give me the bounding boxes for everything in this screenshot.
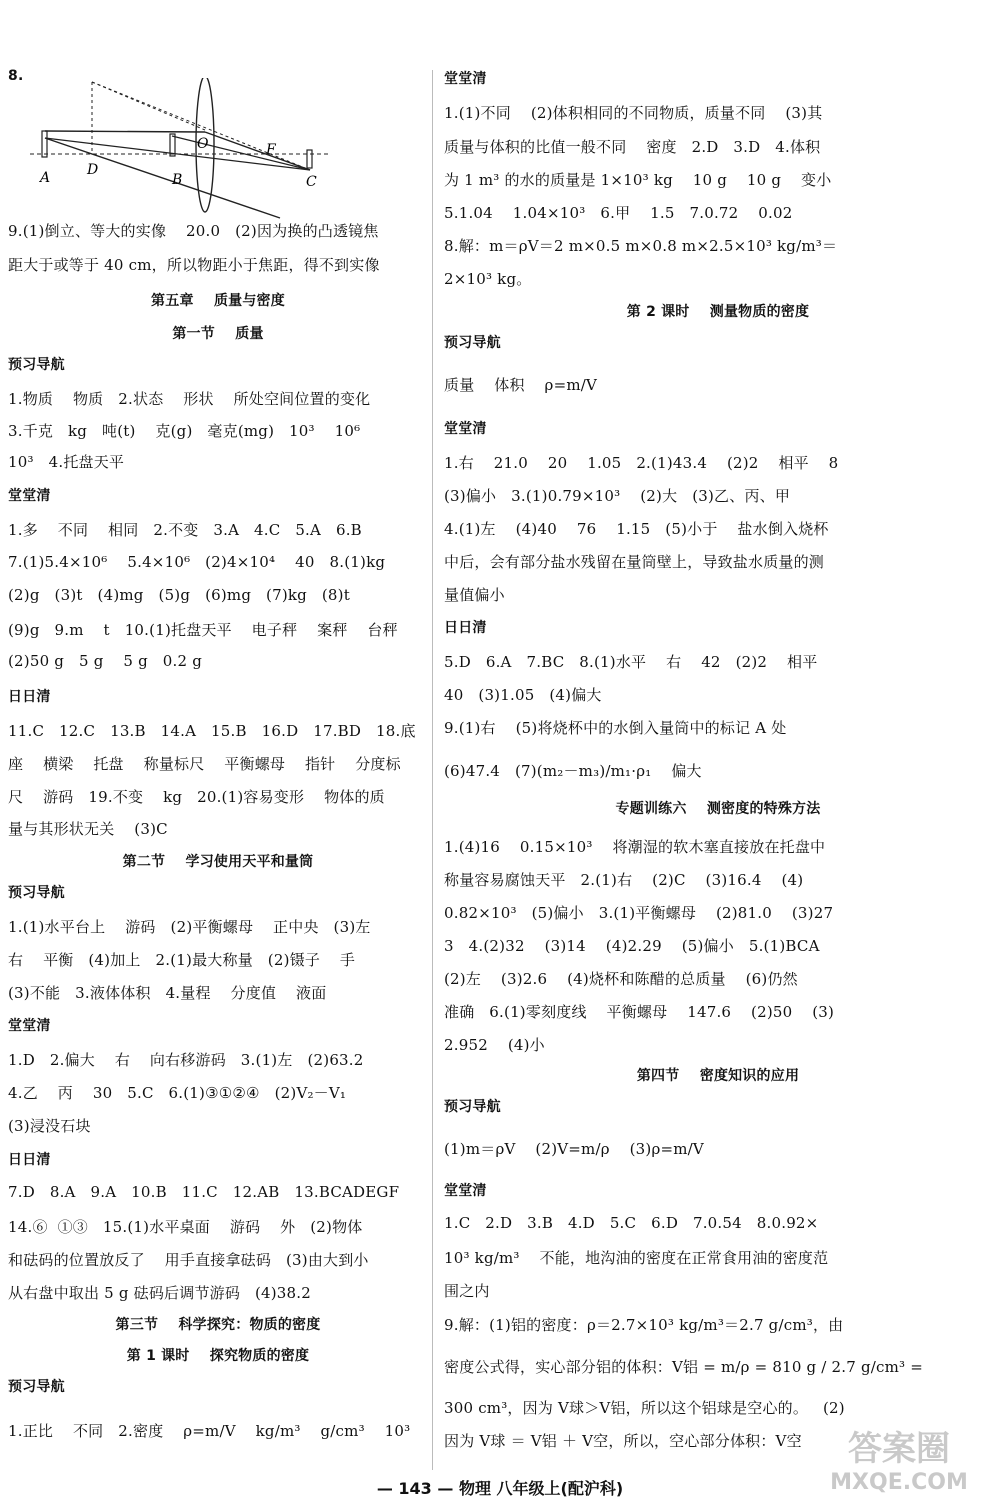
label-B: B: [172, 172, 183, 188]
section-heading: 堂堂清: [8, 1018, 51, 1034]
text-line: 40 (3)1.05 (4)偏大: [444, 686, 602, 704]
subject-label: 物理: [458, 1479, 491, 1498]
text-line: 1.右 21.0 20 1.05 2.(1)43.4 (2)2 相平 8: [444, 454, 839, 472]
text-line: (1)m＝ρV (2)V=m/ρ (3)ρ=m/V: [444, 1140, 704, 1158]
label-O: O: [197, 136, 209, 152]
text-line: 因为 V球 ＝ V铝 ＋ V空，所以，空心部分体积：V空: [444, 1432, 802, 1450]
text-line: 量值偏小: [444, 586, 505, 604]
text-line: 1.物质 物质 2.状态 形状 所处空间位置的变化: [8, 390, 371, 408]
label-F: F: [266, 142, 276, 158]
text-line: 3.千克 kg 吨(t) 克(g) 毫克(mg) 10³ 10⁶: [8, 422, 361, 440]
watermark-line2: MXQE.COM: [830, 1470, 968, 1495]
text-line: (3)不能 3.液体体积 4.量程 分度值 液面: [8, 984, 327, 1002]
text-line: 4.(1)左 (4)40 76 1.15 (5)小于 盐水倒入烧杯: [444, 520, 829, 538]
section-heading: 第三节 科学探究：物质的密度: [115, 1317, 321, 1333]
text-line: 9.解：(1)铝的密度：ρ＝2.7×10³ kg/m³＝2.7 g/cm³，由: [444, 1316, 844, 1334]
label-C: C: [306, 174, 317, 190]
text-line: (3)浸没石块: [8, 1117, 91, 1135]
section-heading: 堂堂清: [444, 421, 487, 437]
section-heading: 第四节 密度知识的应用: [636, 1068, 800, 1084]
section-heading: 堂堂清: [444, 71, 487, 87]
text-line: (6)47.4 (7)(m₂－m₃)/m₁·ρ₁ 偏大: [444, 762, 702, 780]
section-heading: 堂堂清: [444, 1183, 487, 1199]
text-line: 5.D 6.A 7.BC 8.(1)水平 右 42 (2)2 相平: [444, 653, 818, 671]
text-line: 距大于或等于 40 cm，所以物距小于焦距，得不到实像: [8, 256, 380, 274]
text-line: 2.952 (4)小: [444, 1036, 545, 1054]
text-line: 和砝码的位置放反了 用手直接拿砝码 (3)由大到小: [8, 1251, 369, 1269]
text-line: 8.解：m＝ρV＝2 m×0.5 m×0.8 m×2.5×10³ kg/m³＝: [444, 237, 838, 255]
text-line: 7.D 8.A 9.A 10.B 11.C 12.AB 13.BCADEGF: [8, 1183, 400, 1201]
text-line: 1.C 2.D 3.B 4.D 5.C 6.D 7.0.54 8.0.92×: [444, 1214, 819, 1232]
text-line: 1.多 不同 相同 2.不变 3.A 4.C 5.A 6.B: [8, 521, 362, 539]
section-heading: 第二节 学习使用天平和量筒: [122, 854, 314, 870]
text-line: 中后，会有部分盐水残留在量筒壁上，导致盐水质量的测: [444, 553, 825, 571]
text-line: 量与其形状无关 (3)C: [8, 820, 168, 838]
text-line: 0.82×10³ (5)偏小 3.(1)平衡螺母 (2)81.0 (3)27: [444, 904, 834, 922]
section-heading: 第一节 质量: [172, 326, 264, 342]
section-heading: 预习导航: [444, 335, 501, 351]
column-divider: [432, 70, 433, 1470]
text-line: 10³ kg/m³ 不能，地沟油的密度在正常食用油的密度范: [444, 1249, 829, 1267]
text-line: 尺 游码 19.不变 kg 20.(1)容易变形 物体的质: [8, 788, 385, 806]
text-line: 10³ 4.托盘天平: [8, 453, 125, 471]
label-A: A: [40, 170, 51, 186]
text-line: 300 cm³，因为 V球＞V铝，所以这个铝球是空心的。 (2): [444, 1399, 845, 1417]
text-line: 1.(1)水平台上 游码 (2)平衡螺母 正中央 (3)左: [8, 918, 371, 936]
grade-label: 八年级上(配沪科): [496, 1479, 624, 1498]
text-line: 4.乙 丙 30 5.C 6.(1)③①②④ (2)V₂－V₁: [8, 1084, 347, 1102]
text-line: 1.(1)不同 (2)体积相同的不同物质，质量不同 (3)其: [444, 104, 823, 122]
text-line: (9)g 9.m t 10.(1)托盘天平 电子秤 案秤 台秤: [8, 621, 398, 639]
section-heading: 第 1 课时 探究物质的密度: [126, 1348, 310, 1364]
text-line: 称量容易腐蚀天平 2.(1)右 (2)C (3)16.4 (4): [444, 871, 804, 889]
text-line: (2)g (3)t (4)mg (5)g (6)mg (7)kg (8)t: [8, 586, 350, 604]
label-D: D: [87, 162, 99, 178]
text-line: 密度公式得，实心部分铝的体积：V铝 = m/ρ = 810 g / 2.7 g/cm³ =: [444, 1358, 923, 1376]
text-line: 5.1.04 1.04×10³ 6.甲 1.5 7.0.72 0.02: [444, 204, 793, 222]
text-line: 从右盘中取出 5 g 砝码后调节游码 (4)38.2: [8, 1284, 312, 1302]
text-line: 14.⑥ ①③ 15.(1)水平桌面 游码 外 (2)物体: [8, 1218, 363, 1236]
section-heading: 预习导航: [8, 1379, 65, 1395]
text-line: 1.(4)16 0.15×10³ 将潮湿的软木塞直接放在托盘中: [444, 838, 826, 856]
optics-diagram: [30, 78, 350, 228]
text-line: 质量 体积 ρ=m/V: [444, 376, 598, 394]
section-heading: 专题训练六 测密度的特殊方法: [615, 801, 821, 817]
text-line: 质量与体积的比值一般不同 密度 2.D 3.D 4.体积: [444, 138, 821, 156]
section-heading: 日日清: [8, 1152, 51, 1168]
section-heading: 预习导航: [8, 885, 65, 901]
text-line: 9.(1)倒立、等大的实像 20.0 (2)因为换的凸透镜焦: [8, 222, 379, 240]
page-footer: — 143 — 物理 八年级上(配沪科): [376, 1479, 624, 1498]
watermark-logo: [804, 1429, 994, 1502]
text-line: 1.正比 不同 2.密度 ρ=m/V kg/m³ g/cm³ 10³: [8, 1422, 411, 1440]
text-line: (3)偏小 3.(1)0.79×10³ (2)大 (3)乙、丙、甲: [444, 487, 791, 505]
watermark-line1: 答案圈: [848, 1429, 950, 1469]
text-line: 11.C 12.C 13.B 14.A 15.B 16.D 17.BD 18.底: [8, 722, 416, 740]
text-line: 9.(1)右 (5)将烧杯中的水倒入量筒中的标记 A 处: [444, 719, 787, 737]
text-line: 为 1 m³ 的水的质量是 1×10³ kg 10 g 10 g 变小: [444, 171, 832, 189]
text-line: (2)50 g 5 g 5 g 0.2 g: [8, 652, 203, 670]
text-line: 准确 6.(1)零刻度线 平衡螺母 147.6 (2)50 (3): [444, 1003, 835, 1021]
section-heading: 日日清: [8, 689, 51, 705]
text-line: (2)左 (3)2.6 (4)烧杯和陈醋的总质量 (6)仍然: [444, 970, 798, 988]
section-heading: 预习导航: [444, 1099, 501, 1115]
text-line: 3 4.(2)32 (3)14 (4)2.29 (5)偏小 5.(1)BCA: [444, 937, 820, 955]
section-heading: 堂堂清: [8, 488, 51, 504]
section-heading: 8.: [8, 68, 24, 84]
text-line: 1.D 2.偏大 右 向右移游码 3.(1)左 (2)63.2: [8, 1051, 364, 1069]
section-heading: 预习导航: [8, 357, 65, 373]
text-line: 围之内: [444, 1282, 490, 1300]
page-number: 143: [398, 1479, 432, 1498]
text-line: 座 横梁 托盘 称量标尺 平衡螺母 指针 分度标: [8, 755, 401, 773]
section-heading: 日日清: [444, 620, 487, 636]
section-heading: 第 2 课时 测量物质的密度: [626, 304, 810, 320]
text-line: 7.(1)5.4×10⁶ 5.4×10⁶ (2)4×10⁴ 40 8.(1)kg: [8, 553, 386, 571]
text-line: 右 平衡 (4)加上 2.(1)最大称量 (2)镊子 手: [8, 951, 356, 969]
text-line: 2×10³ kg。: [444, 270, 532, 288]
section-heading: 第五章 质量与密度: [151, 293, 285, 309]
